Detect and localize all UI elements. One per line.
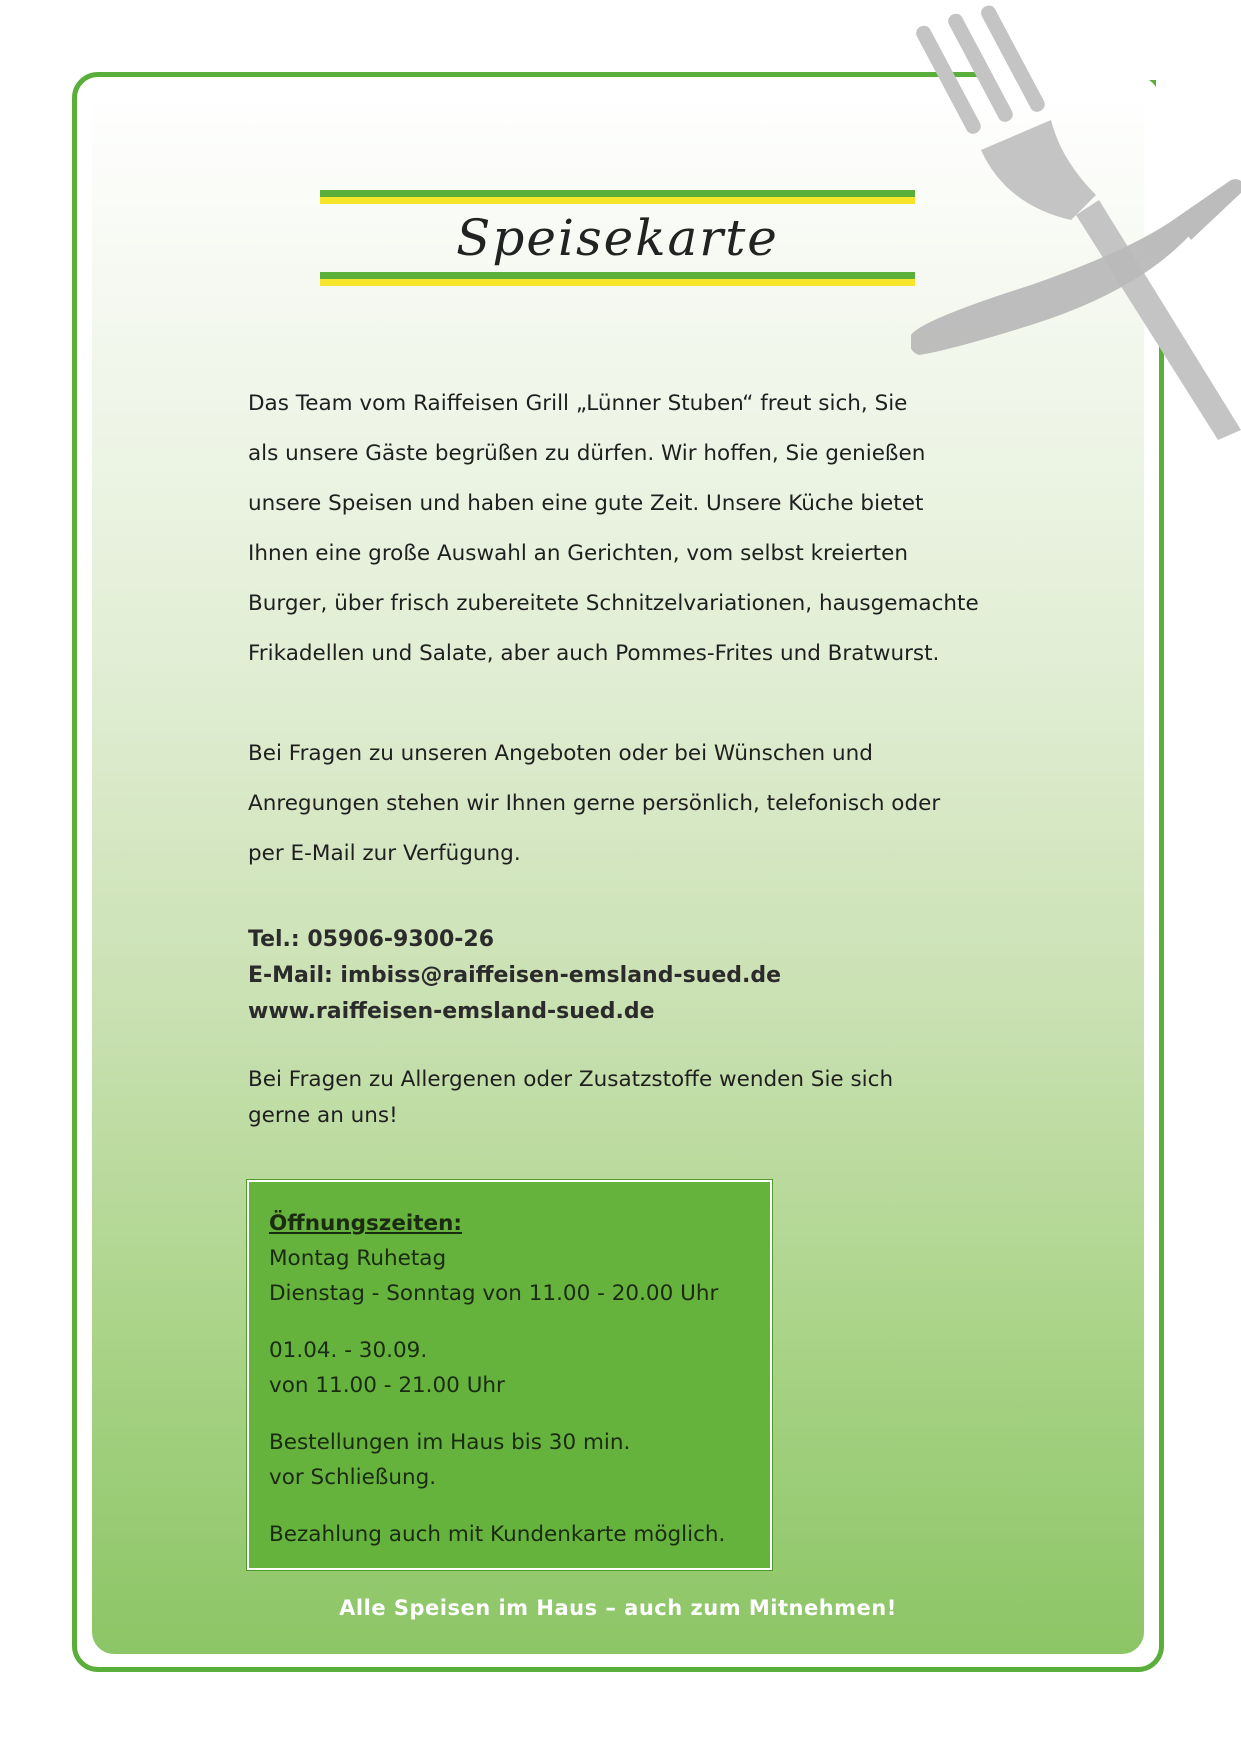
page-title: Speisekarte xyxy=(456,209,779,267)
intro-line: Das Team vom Raiffeisen Grill „Lünner Stuben“ freut sich, Sie xyxy=(248,391,908,416)
allergen-line: gerne an uns! xyxy=(248,1103,398,1128)
questions-paragraph xyxy=(248,729,940,879)
questions-line: per E-Mail zur Verfügung. xyxy=(248,841,521,866)
intro-line: unsere Speisen und haben eine gute Zeit. Unsere Küche bietet xyxy=(248,491,924,516)
phone-number[interactable]: Tel.: 05906-9300-26 xyxy=(248,927,495,952)
intro-line: Frikadellen und Salate, aber auch Pommes-Frites und Bratwurst. xyxy=(248,641,940,666)
order-line: vor Schließung. xyxy=(269,1465,437,1490)
intro-paragraph xyxy=(248,379,979,679)
allergen-note xyxy=(248,1062,893,1134)
intro-line: Burger, über frisch zubereitete Schnitzelvariationen, hausgemachte xyxy=(248,591,979,616)
season-line: von 11.00 - 21.00 Uhr xyxy=(269,1373,505,1398)
allergen-line: Bei Fragen zu Allergenen oder Zusatzstoffe wenden Sie sich xyxy=(248,1067,894,1092)
hours-line: Dienstag - Sonntag von 11.00 - 20.00 Uhr xyxy=(269,1281,719,1306)
title-banner xyxy=(320,190,915,290)
payment-line: Bezahlung auch mit Kundenkarte möglich. xyxy=(269,1522,726,1547)
intro-line: Ihnen eine große Auswahl an Gerichten, vom selbst kreierten xyxy=(248,541,908,566)
season-line: 01.04. - 30.09. xyxy=(269,1338,428,1363)
email-link[interactable]: E-Mail: imbiss@raiffeisen-emsland-sued.de xyxy=(248,963,782,988)
contact-block xyxy=(248,922,781,1030)
title-stripe-top xyxy=(320,190,915,204)
website-link[interactable]: www.raiffeisen-emsland-sued.de xyxy=(248,999,655,1024)
takeaway-footer: Alle Speisen im Haus – auch zum Mitnehmen! xyxy=(339,1596,897,1620)
title-stripe-bottom xyxy=(320,272,915,286)
questions-line: Anregungen stehen wir Ihnen gerne persönlich, telefonisch oder xyxy=(248,791,941,816)
cutlery-illustration xyxy=(911,0,1241,440)
opening-hours-heading: Öffnungszeiten: xyxy=(269,1211,463,1236)
intro-line: als unsere Gäste begrüßen zu dürfen. Wir hoffen, Sie genießen xyxy=(248,441,926,466)
hours-line: Montag Ruhetag xyxy=(269,1246,447,1271)
opening-hours-box xyxy=(247,1180,772,1570)
questions-line: Bei Fragen zu unseren Angeboten oder bei Wünschen und xyxy=(248,741,873,766)
order-line: Bestellungen im Haus bis 30 min. xyxy=(269,1430,631,1455)
